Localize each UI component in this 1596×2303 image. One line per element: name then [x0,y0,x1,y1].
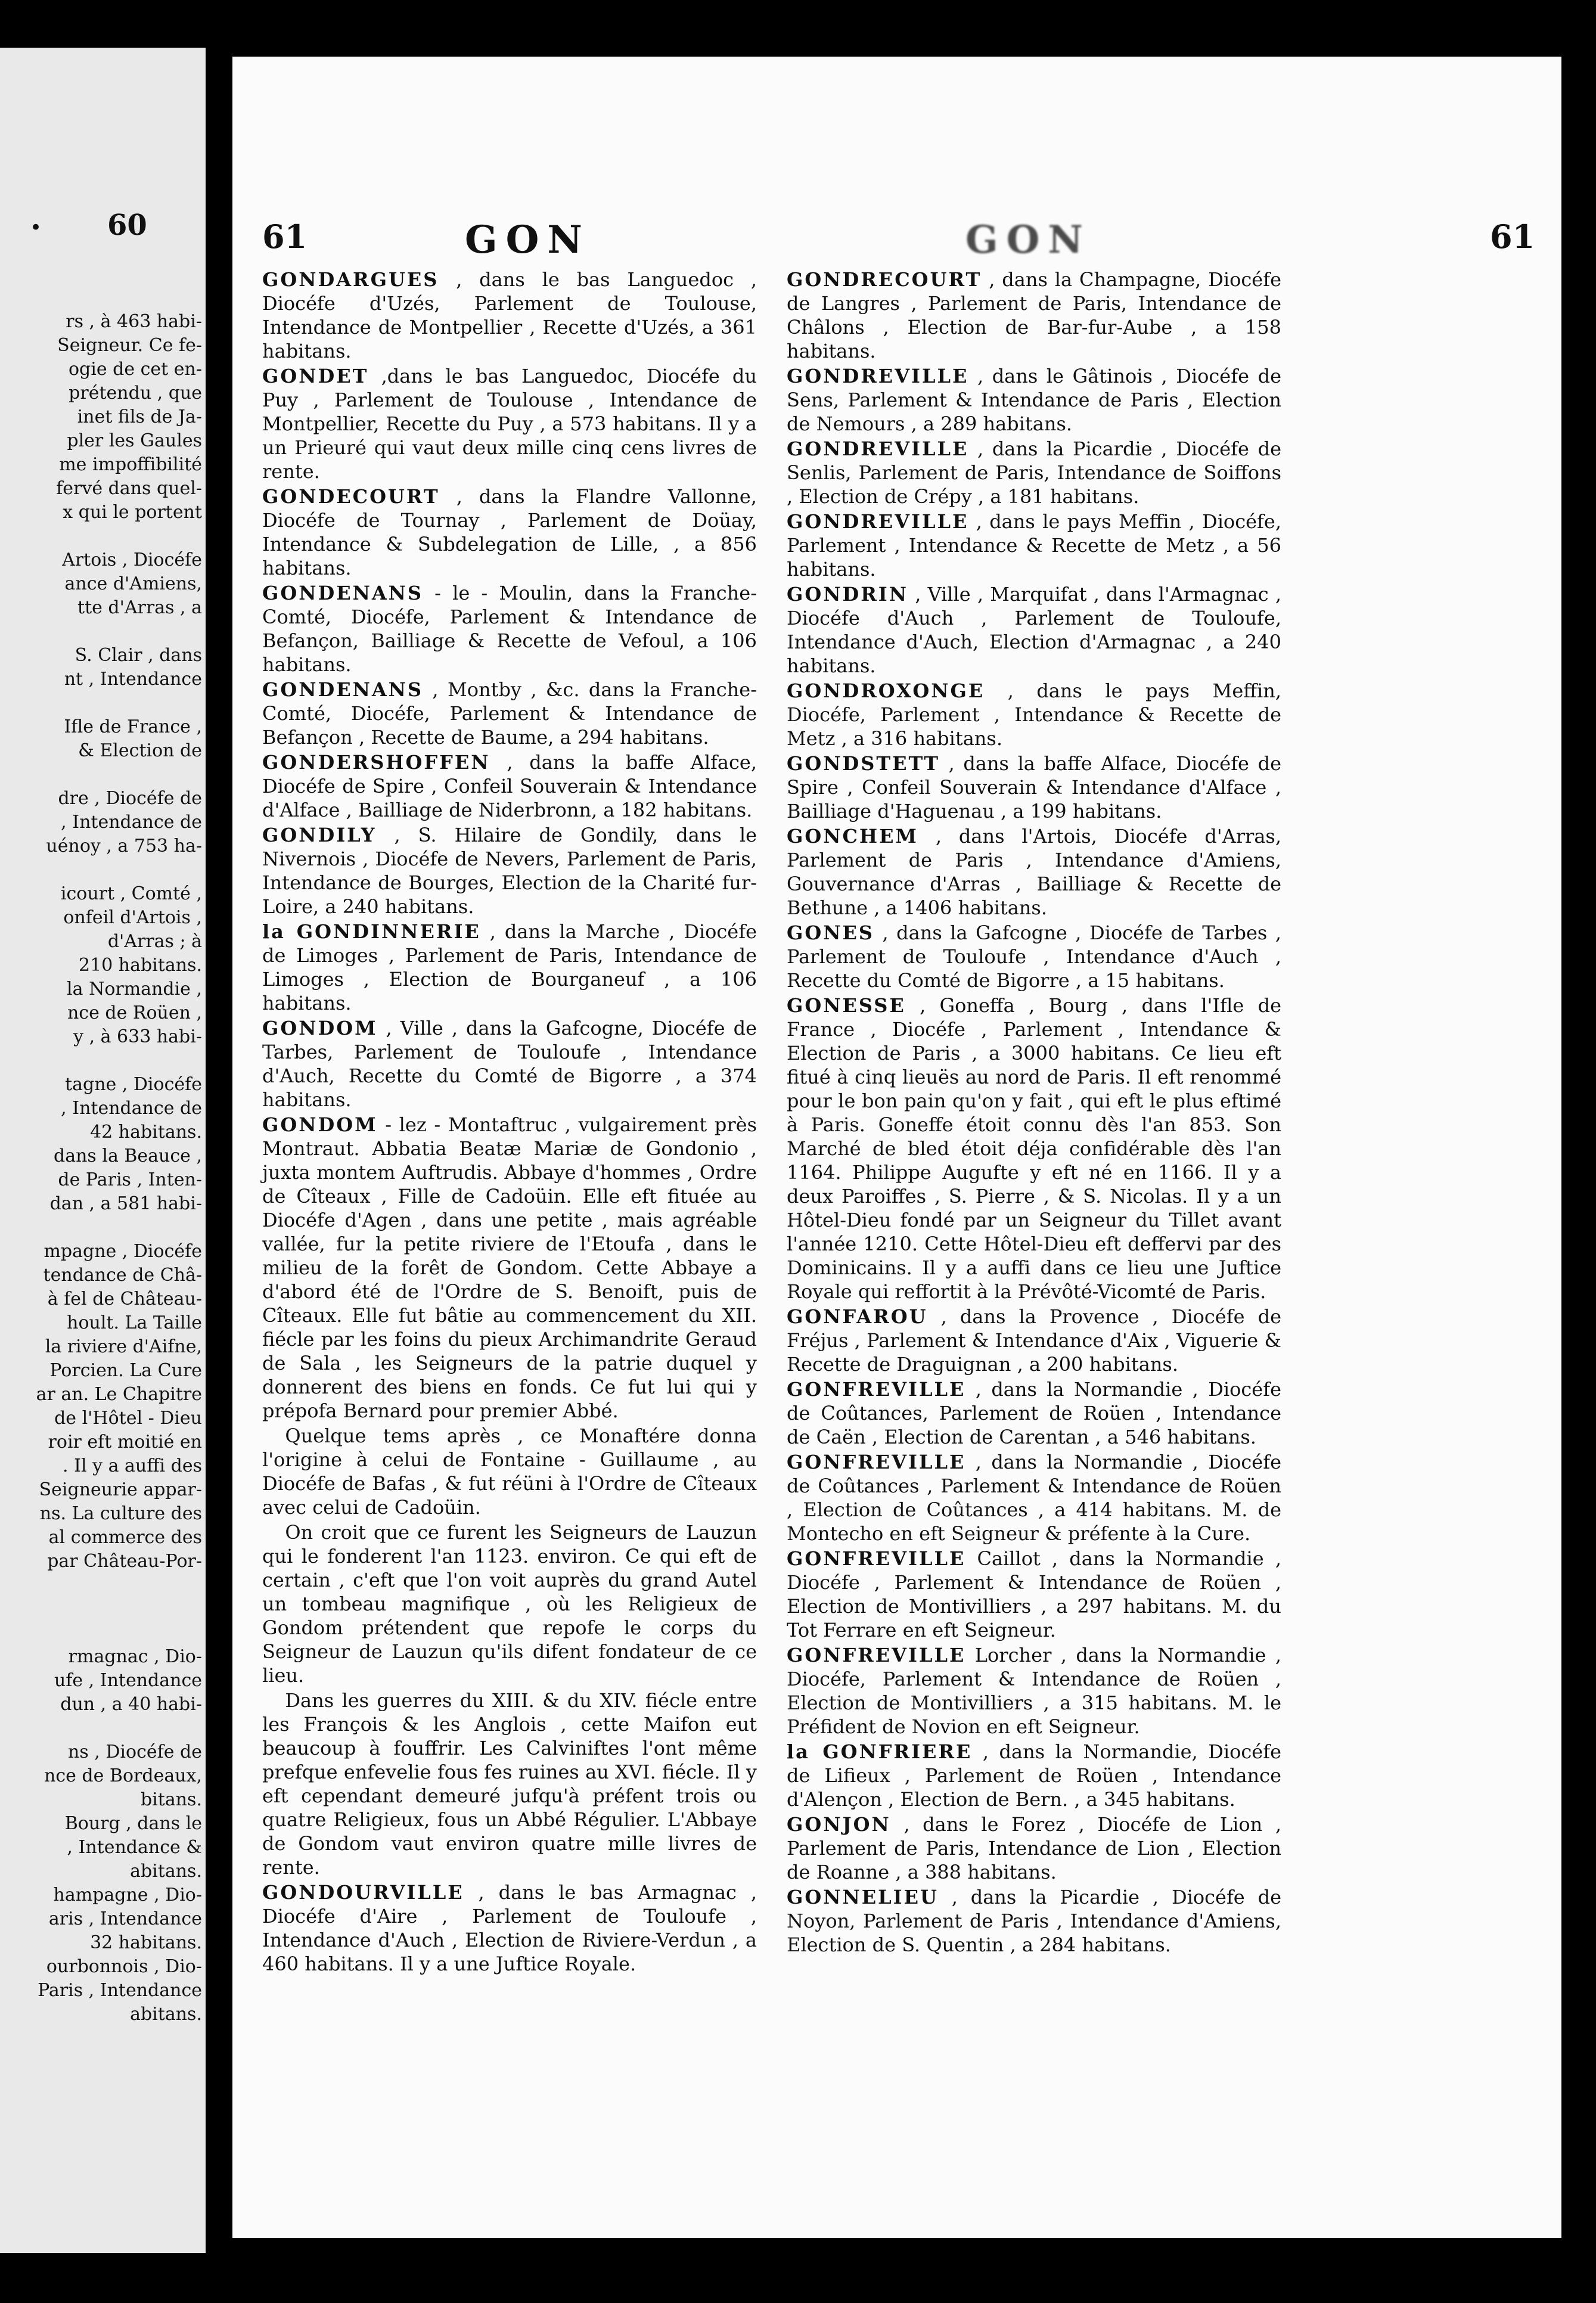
left-page-line: d'Arras ; à [107,931,202,952]
dictionary-entry [262,1016,757,1112]
entry-headword: GONDILY [262,824,377,846]
left-page-line: , Intendance de [61,1098,202,1119]
entry-headword: GONDECOURT [262,485,440,508]
dictionary-entry [262,1424,757,1519]
dictionary-entry [787,1643,1281,1739]
entry-text: ,dans le bas Languedoc, Diocéfe du Puy , Parlement de Toulouse , Intendance de Montpellier, Recette du Puy , a 573 habitans. Il y a un Prieuré qui vaut deux mille cinq cens livres de rente. [262,365,757,483]
entry-headword: GONESSE [787,994,906,1017]
left-page-line: ufe , Intendance [54,1670,202,1691]
entry-headword: GONES [787,921,874,944]
left-page-line: 42 habitans. [90,1122,202,1143]
dictionary-entry [262,678,757,749]
left-page-fragment [0,48,206,2253]
entry-text: , dans la Flandre Vallonne, Diocéfe de Tournay , Parlement de Doüay, Intendance & Subdelegation de Lille, , a 856 habitans. [262,485,757,579]
dictionary-entry [262,485,757,580]
right-page [232,57,1561,2238]
left-page-line: tendance de Châ- [43,1265,202,1286]
dictionary-entry [787,994,1281,1303]
entry-text: , dans la Picardie , Diocéfe de Senlis, Parlement de Paris, Intendance de Soiffons , Election de Crépy , a 181 habitans. [787,437,1282,508]
entry-text: , dans la Normandie , Diocéfe de Coûtances, Parlement de Roüen , Intendance de Caën , Election de Carentan , a 546 habitans. [787,1378,1282,1448]
dictionary-entry [787,752,1281,823]
page-number-right: 61 [1490,218,1535,256]
running-headword-right: GON [965,218,1091,262]
left-page-text [11,310,202,2026]
left-page-line [11,620,202,644]
dictionary-entry [787,1450,1281,1545]
left-page-line: nce de Roüen , [67,1002,202,1023]
right-column [787,268,1281,1958]
left-page-line: abitans. [130,2004,202,2025]
entry-headword: GONNELIEU [787,1886,939,1908]
dictionary-entry [262,750,757,822]
left-page-line [11,691,202,715]
entry-text: Lorcher , dans la Normandie , Diocéfe, Parlement & Intendance de Roüen , Election de Montivilliers , a 315 habitans. M. le Préfident de Novion en eft Seigneur. [787,1644,1282,1738]
left-page-line: Bourg , dans le [64,1813,202,1834]
left-page-line [11,1216,202,1240]
left-page-line: & Election de [78,740,202,761]
dictionary-entry [787,1547,1281,1642]
left-page-line: ar an. Le Chapitre [36,1384,202,1405]
entry-text: , dans la Normandie , Diocéfe de Coûtances , Parlement & Intendance de Roüen , Election de Coûtances , a 414 habitans. M. de Montecho en eft Seigneur & préfente à la Cure. [787,1451,1282,1545]
entry-headword: GONDROXONGE [787,679,985,702]
dictionary-entry [787,1740,1281,1811]
entry-headword: GONDARGUES [262,268,439,291]
left-page-line: icourt , Comté , [60,883,202,904]
left-page-line: ns. La culture des [39,1503,202,1524]
left-page-line [11,763,202,787]
entry-text: , dans le Gâtinois , Diocéfe de Sens, Parlement & Intendance de Paris , Election de Nemours , a 289 habitans. [787,365,1282,435]
left-page-line [11,1597,202,1621]
left-page-line: pler les Gaules [67,430,202,451]
left-page-number: 60 [107,209,147,242]
entry-headword: GONDRIN [787,583,909,606]
left-page-line: Porcien. La Cure [49,1360,202,1381]
dictionary-entry [787,364,1281,436]
entry-text: - lez - Montaftruc , vulgairement près Montraut. Abbatia Beatæ Mariæ de Gondonio , juxta montem Auftrudis. Abbaye d'hommes , Ordre de Cîteaux , Fille de Cadoüin. Elle eft fituée au Diocéfe d'Agen , dans une petite , mais agréable vallée, fur la petite riviere de l'Etoufa , dans le milieu de la forêt de Gondom. Cette Abbaye a d'abord été de l'Ordre de S. Benoift, puis de Cîteaux. Elle fut bâtie au commencement du XII. fiécle par les foins du pieux Archimandrite Geraud de Sala , les Seigneurs de la patrie duquel y donnerent des biens en fonds. Ce fut lui qui y prépofa Bernard pour premier Abbé. [262,1113,757,1422]
left-page-line: ns , Diocéfe de [68,1742,202,1762]
dictionary-entry [262,823,757,918]
entry-headword: GONDENANS [262,678,424,701]
dictionary-entry [262,1520,757,1687]
dictionary-entry [787,268,1281,363]
entry-headword: GONDREVILLE [787,510,969,533]
running-headword-left: GON [465,218,591,262]
entry-text: , dans la baffe Alface, Diocéfe de Spire , Confeil Souverain & Intendance d'Alface , Bailliage de Niderbronn, a 182 habitans. [262,751,757,821]
left-page-line: uénoy , a 753 ha- [46,836,202,856]
entry-text: , dans la Picardie , Diocéfe de Noyon, Parlement de Paris , Intendance d'Amiens, Election de S. Quentin , a 284 habitans. [787,1886,1282,1956]
left-page-line: dun , a 40 habi- [60,1694,202,1715]
page-mark: • [30,216,42,240]
entry-headword: GONFREVILLE [787,1644,966,1666]
left-page-line: dre , Diocéfe de [58,788,202,809]
left-page-line: la riviere d'Aifne, [45,1336,202,1357]
page-header [232,218,1561,271]
entry-text: , dans la Provence , Diocéfe de Fréjus , Parlement & Intendance d'Aix , Viguerie & Recette de Draguignan , a 200 habitans. [787,1305,1282,1376]
entry-text: , dans le bas Languedoc , Diocéfe d'Uzés, Parlement de Toulouse, Intendance de Montpellier , Recette d'Uzés, a 361 habitans. [262,268,757,362]
entry-text: Quelque tems après , ce Monaftére donna l'origine à celui de Fontaine - Guillaume , au Diocéfe de Bafas , & fut réüni à l'Ordre de Cîteaux avec celui de Cadoüin. [262,1424,757,1519]
left-page-line: Seigneurie appar- [39,1479,202,1500]
left-column [262,268,757,1977]
entry-text: On croit que ce furent les Seigneurs de Lauzun qui le fonderent l'an 1123. environ. Ce qui eft de certain , c'eft que l'on voit auprès du grand Autel un tombeau magnifique , où les Religieux de Gondom prétendent que repofe le corps du Seigneur de Lauzun qu'ils difent fondateur de ce lieu. [262,1521,757,1687]
book-gutter [206,0,232,2303]
left-page-line: roir eft moitié en [48,1432,202,1452]
left-page-line: tagne , Diocéfe [65,1074,202,1095]
entry-text: , S. Hilaire de Gondily, dans le Nivernois , Diocéfe de Nevers, Parlement de Paris, Intendance de Bourges, Election de la Charité fur-Loire, a 240 habitans. [262,824,757,918]
left-page-line: nce de Bordeaux, [44,1765,202,1786]
entry-text: , dans le pays Meffin , Diocéfe, Parlement , Intendance & Recette de Metz , a 56 habitans. [787,510,1282,581]
left-page-line: dans la Beauce , [54,1146,202,1166]
dictionary-entry [262,268,757,363]
entry-headword: GONDSTETT [787,752,940,775]
dictionary-entry [787,824,1281,920]
left-page-line: 210 habitans. [79,955,202,976]
left-page-line [11,1049,202,1073]
left-page-line [11,1621,202,1645]
entry-headword: GONDOM [262,1017,378,1039]
dictionary-entry [787,1885,1281,1957]
entry-headword: GONCHEM [787,825,918,848]
entry-text: , Montby , &c. dans la Franche-Comté, Diocéfe, Parlement & Intendance de Befançon , Recette de Baume, a 294 habitans. [262,678,757,749]
left-page-line: nt , Intendance [64,669,202,690]
left-page-line: abitans. [130,1861,202,1882]
entry-headword: GONDENANS [262,582,424,604]
left-page-line: ance d'Amiens, [64,573,202,594]
left-page-line: S. Clair , dans [74,645,202,666]
entry-text: , dans la Gafcogne , Diocéfe de Tarbes , Parlement de Touloufe , Intendance d'Auch , Recette du Comté de Bigorre , a 15 habitans. [787,921,1282,992]
entry-headword: GONDRECOURT [787,268,982,291]
left-page-line: hoult. La Taille [67,1312,202,1333]
dictionary-entry [787,437,1281,508]
entry-headword: GONDOURVILLE [262,1881,464,1904]
dictionary-entry [262,1689,757,1879]
entry-text: , dans le bas Armagnac , Diocéfe d'Aire , Parlement de Touloufe , Intendance d'Auch , Election de Riviere-Verdun , a 460 habitans. Il y a une Juftice Royale. [262,1881,757,1975]
entry-text: , dans la baffe Alface, Diocéfe de Spire , Confeil Souverain & Intendance d'Alface , Bailliage d'Haguenau , a 199 habitans. [787,752,1282,822]
left-page-line: fervé dans quel- [56,478,202,499]
entry-text: , dans le Forez , Diocéfe de Lion , Parlement de Paris, Intendance de Lion , Election de Roanne , a 388 habitans. [787,1813,1282,1883]
entry-text: , dans la Marche , Diocéfe de Limoges , Parlement de Paris, Intendance de Limoges , Election de Bourganeuf , a 106 habitans. [262,920,757,1014]
left-page-line: , Intendance & [67,1837,202,1858]
entry-text: Caillot , dans la Normandie , Diocéfe , Parlement & Intendance de Roüen , Election de Montivilliers , a 297 habitans. M. du Tot Ferrare en eft Seigneur. [787,1547,1282,1641]
left-page-line: de Paris , Inten- [58,1169,202,1190]
left-page-line: Seigneur. Ce fe- [57,335,202,356]
entry-headword: la GONDINNERIE [262,920,481,943]
entry-text: , dans la Champagne, Diocéfe de Langres , Parlement de Paris, Intendance de Châlons , Election de Bar-fur-Aube , a 158 habitans. [787,268,1282,362]
left-page-line: Artois , Diocéfe [62,550,202,570]
entry-text: - le - Moulin, dans la Franche-Comté, Diocéfe, Parlement & Intendance de Befançon, Bailliage & Recette de Vefoul, a 106 habitans. [262,582,757,676]
entry-text: , Ville , dans la Gafcogne, Diocéfe de Tarbes, Parlement de Touloufe , Intendance d'Auch, Recette du Comté de Bigorre , a 374 habitans. [262,1017,757,1111]
left-page-line: y , à 633 habi- [73,1026,202,1047]
left-page-line: rs , à 463 habi- [66,311,202,332]
entry-headword: GONJON [787,1813,891,1836]
left-page-line: inet fils de Ja- [77,406,202,427]
left-page-line: la Normandie , [67,979,202,1000]
entry-headword: GONDOM [262,1113,378,1136]
left-page-line: 32 habitans. [90,1932,202,1953]
dictionary-entry [787,1377,1281,1449]
left-page-line [11,1717,202,1740]
left-page-line: Ifle de France , [64,716,202,737]
left-page-line: . Il y a auffi des [63,1455,202,1476]
dictionary-entry [787,679,1281,750]
left-page-line: de l'Hôtel - Dieu [54,1408,202,1429]
left-page-line: x qui le portent [63,502,202,523]
dictionary-entry [787,1812,1281,1884]
entry-text: , dans l'Artois, Diocéfe d'Arras, Parlement de Paris , Intendance d'Amiens, Gouvernance d'Arras , Bailliage & Recette de Bethune , a 1406 habitans. [787,825,1282,919]
left-page-line: al commerce des [48,1527,202,1548]
left-page-line: me impoffibilité [59,454,202,475]
left-page-line: bitans. [141,1789,202,1810]
left-page-line: ogie de cet en- [68,359,202,380]
left-page-line: onfeil d'Artois , [63,907,202,928]
entry-text: , Goneffa , Bourg , dans l'Ifle de France , Diocéfe , Parlement , Intendance & Election de Paris , a 3000 habitans. Ce lieu eft fitué à cinq lieuës au nord de Paris. Il eft renommé pour le bon pain qu'on y fait , qui eft le plus eftimé à Paris. Goneffe étoit connu dès l'an 853. Son Marché de bled étoit déja confidérable dès l'an 1164. Philippe Augufte y eft né en 1166. Il y a deux Paroiffes , S. Pierre , & S. Nicolas. Il y a un Hôtel-Dieu fondé par un Seigneur du Tillet avant l'année 1210. Cette Hôtel-Dieu eft deffervi par des Dominicains. Il y a auffi dans ce lieu une Juftice Royale qui reffortit à la Prévôté-Vicomté de Paris. [787,994,1282,1303]
dictionary-entry [787,1305,1281,1376]
entry-text: , dans la Normandie, Diocéfe de Lifieux , Parlement de Roüen , Intendance d'Alençon , Election de Bern. , a 345 habitans. [787,1740,1282,1811]
entry-headword: GONFREVILLE [787,1451,966,1473]
left-page-line: , Intendance de [61,812,202,833]
dictionary-entry [262,920,757,1015]
entry-headword: GONDREVILLE [787,365,969,387]
left-page-line: ourbonnois , Dio- [46,1956,202,1977]
entry-text: , dans le pays Meffin, Diocéfe, Parlement , Intendance & Recette de Metz , a 316 habitans. [787,679,1282,750]
left-page-line [11,1573,202,1597]
entry-headword: GONDET [262,365,369,387]
entry-headword: GONDERSHOFFEN [262,751,490,774]
left-page-line: mpagne , Diocéfe [44,1241,202,1262]
entry-text: , Ville , Marquifat , dans l'Armagnac , Diocéfe d'Auch , Parlement de Touloufe, Intendance d'Auch, Election d'Armagnac , a 240 habitans. [787,583,1282,677]
entry-headword: la GONFRIERE [787,1740,973,1763]
left-page-line: hampagne , Dio- [53,1885,202,1905]
dictionary-entry [262,581,757,676]
left-page-line: prétendu , que [69,383,202,404]
entry-headword: GONFREVILLE [787,1378,966,1401]
entry-text: Dans les guerres du XIII. & du XIV. fiécle entre les François & les Anglois , cette Maifon eut beaucoup à fouffrir. Les Calviniftes l'ont même prefque enfevelie fous fes ruines au XVI. fiécle. Il y eft cependant demeuré jufqu'à préfent trois ou quatre Religieux, fous un Abbé Régulier. L'Abbaye de Gondom vaut environ quatre mille livres de rente. [262,1689,757,1879]
dictionary-entry [262,1880,757,1976]
dictionary-entry [262,1113,757,1423]
left-page-line: aris , Intendance [48,1908,202,1929]
left-page-line: Paris , Intendance [38,1980,202,2001]
entry-headword: GONFAROU [787,1305,928,1328]
dictionary-entry [787,921,1281,992]
left-page-line [11,858,202,882]
dictionary-entry [262,364,757,483]
left-page-line: à fel de Château- [47,1289,202,1309]
left-page-line [11,524,202,548]
dictionary-entry [787,582,1281,678]
entry-headword: GONDREVILLE [787,437,969,460]
entry-headword: GONFREVILLE [787,1547,966,1570]
left-page-line: dan , a 581 habi- [49,1193,202,1214]
left-page-line: rmagnac , Dio- [68,1646,202,1667]
left-page-line: par Château-Por- [47,1551,202,1572]
page-number-left: 61 [262,218,308,256]
dictionary-entry [787,510,1281,581]
left-page-line: tte d'Arras , a [77,597,202,618]
